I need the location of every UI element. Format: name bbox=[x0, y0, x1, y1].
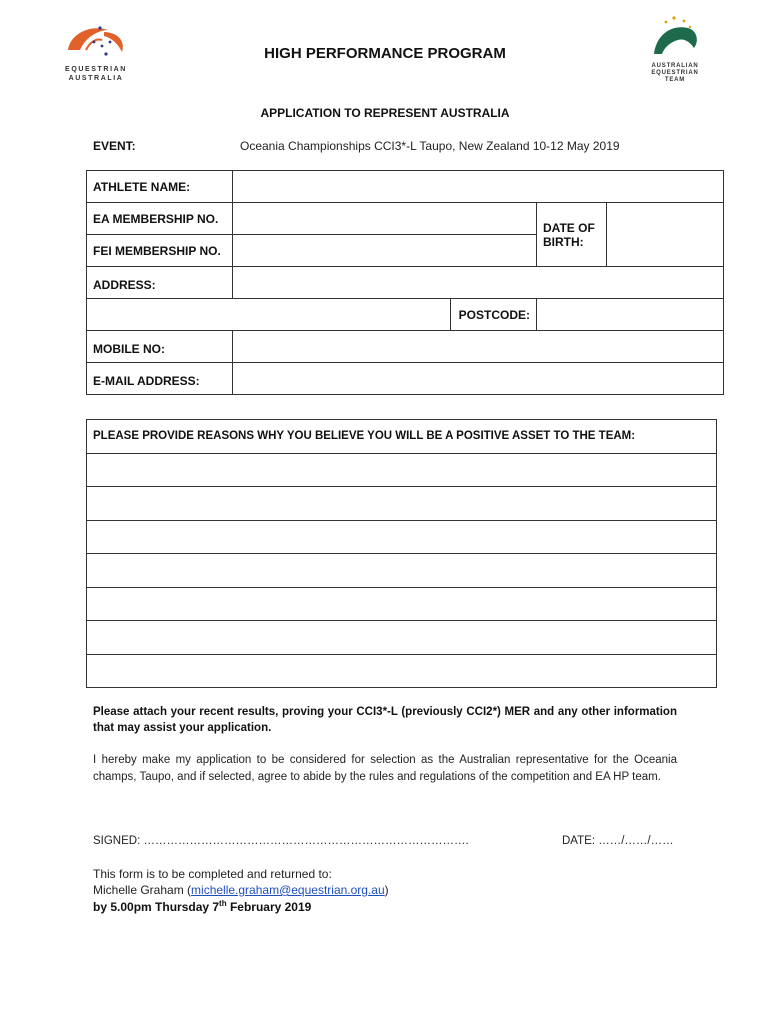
reasons-line[interactable] bbox=[87, 587, 717, 621]
logo-text-line-2: EQUESTRIAN bbox=[651, 70, 699, 76]
reasons-line[interactable] bbox=[87, 621, 717, 655]
deadline bbox=[93, 899, 311, 914]
reasons-line[interactable] bbox=[87, 520, 717, 554]
athlete-name-row bbox=[87, 171, 724, 203]
athlete-name-field[interactable] bbox=[233, 171, 724, 203]
deadline-pre: by 5.00pm Thursday 7 bbox=[93, 900, 220, 914]
mobile-label: MOBILE NO: bbox=[87, 331, 233, 363]
page-subtitle: APPLICATION TO REPRESENT AUSTRALIA bbox=[260, 106, 510, 120]
page-title: HIGH PERFORMANCE PROGRAM bbox=[264, 45, 506, 62]
mobile-field[interactable] bbox=[233, 331, 724, 363]
reasons-line[interactable] bbox=[87, 554, 717, 588]
ea-membership-field[interactable] bbox=[233, 203, 537, 235]
postcode-field[interactable] bbox=[537, 299, 724, 331]
contact-email-link[interactable]: michelle.graham@equestrian.org.au bbox=[191, 883, 385, 897]
contact-close: ) bbox=[384, 883, 389, 897]
ea-membership-row bbox=[87, 203, 724, 235]
ea-membership-label: EA MEMBERSHIP NO. bbox=[87, 203, 233, 235]
signature-line[interactable]: SIGNED: …………………………………………………………………………. bbox=[93, 835, 469, 847]
reasons-heading: PLEASE PROVIDE REASONS WHY YOU BELIEVE YOU WILL BE A POSITIVE ASSET TO THE TEAM: bbox=[87, 420, 717, 454]
reasons-line[interactable] bbox=[87, 654, 717, 688]
return-instructions: This form is to be completed and returned to: bbox=[93, 867, 332, 881]
email-row bbox=[87, 363, 724, 395]
logo-text-line-2: AUSTRALIA bbox=[68, 75, 124, 82]
fei-membership-label: FEI MEMBERSHIP NO. bbox=[87, 235, 233, 267]
address-field[interactable] bbox=[233, 267, 724, 299]
address-line-2-field[interactable] bbox=[87, 299, 451, 331]
mobile-row bbox=[87, 331, 724, 363]
applicant-details-table bbox=[86, 170, 724, 395]
attach-results-note: Please attach your recent results, proving your CCI3*-L (previously CCI2*) MER and any other information that may assist your application. bbox=[93, 706, 677, 734]
logo-text-line-3: TEAM bbox=[664, 77, 686, 83]
email-label: E-MAIL ADDRESS: bbox=[87, 363, 233, 395]
logo-text-line-1: AUSTRALIAN bbox=[651, 63, 699, 69]
postcode-row bbox=[87, 299, 724, 331]
postcode-label: POSTCODE: bbox=[451, 299, 537, 331]
logo-text-line-1: EQUESTRIAN bbox=[65, 66, 127, 73]
date-of-birth-label: DATE OF BIRTH: bbox=[537, 203, 607, 267]
email-field[interactable] bbox=[233, 363, 724, 395]
reasons-line[interactable] bbox=[87, 487, 717, 521]
address-label: ADDRESS: bbox=[87, 267, 233, 299]
date-of-birth-field[interactable] bbox=[607, 203, 724, 267]
declaration-text: I hereby make my application to be considered for selection as the Australian representative for the Oceania champs, Taupo, and if selected, agree to abide by the rules and regulations of the competition and EA HP team. bbox=[93, 754, 677, 783]
reasons-line[interactable] bbox=[87, 453, 717, 487]
return-contact bbox=[93, 883, 389, 897]
address-row bbox=[87, 267, 724, 299]
event-value: Oceania Championships CCI3*-L Taupo, New Zealand 10-12 May 2019 bbox=[240, 139, 620, 153]
date-line[interactable]: DATE: ……/……/…… bbox=[562, 835, 674, 847]
contact-name: Michelle Graham ( bbox=[93, 883, 192, 897]
deadline-suffix: th bbox=[219, 899, 227, 908]
event-label: EVENT: bbox=[93, 139, 136, 153]
athlete-name-label: ATHLETE NAME: bbox=[87, 171, 233, 203]
reasons-table bbox=[86, 419, 717, 688]
deadline-post: February 2019 bbox=[226, 900, 312, 914]
fei-membership-field[interactable] bbox=[233, 235, 537, 267]
